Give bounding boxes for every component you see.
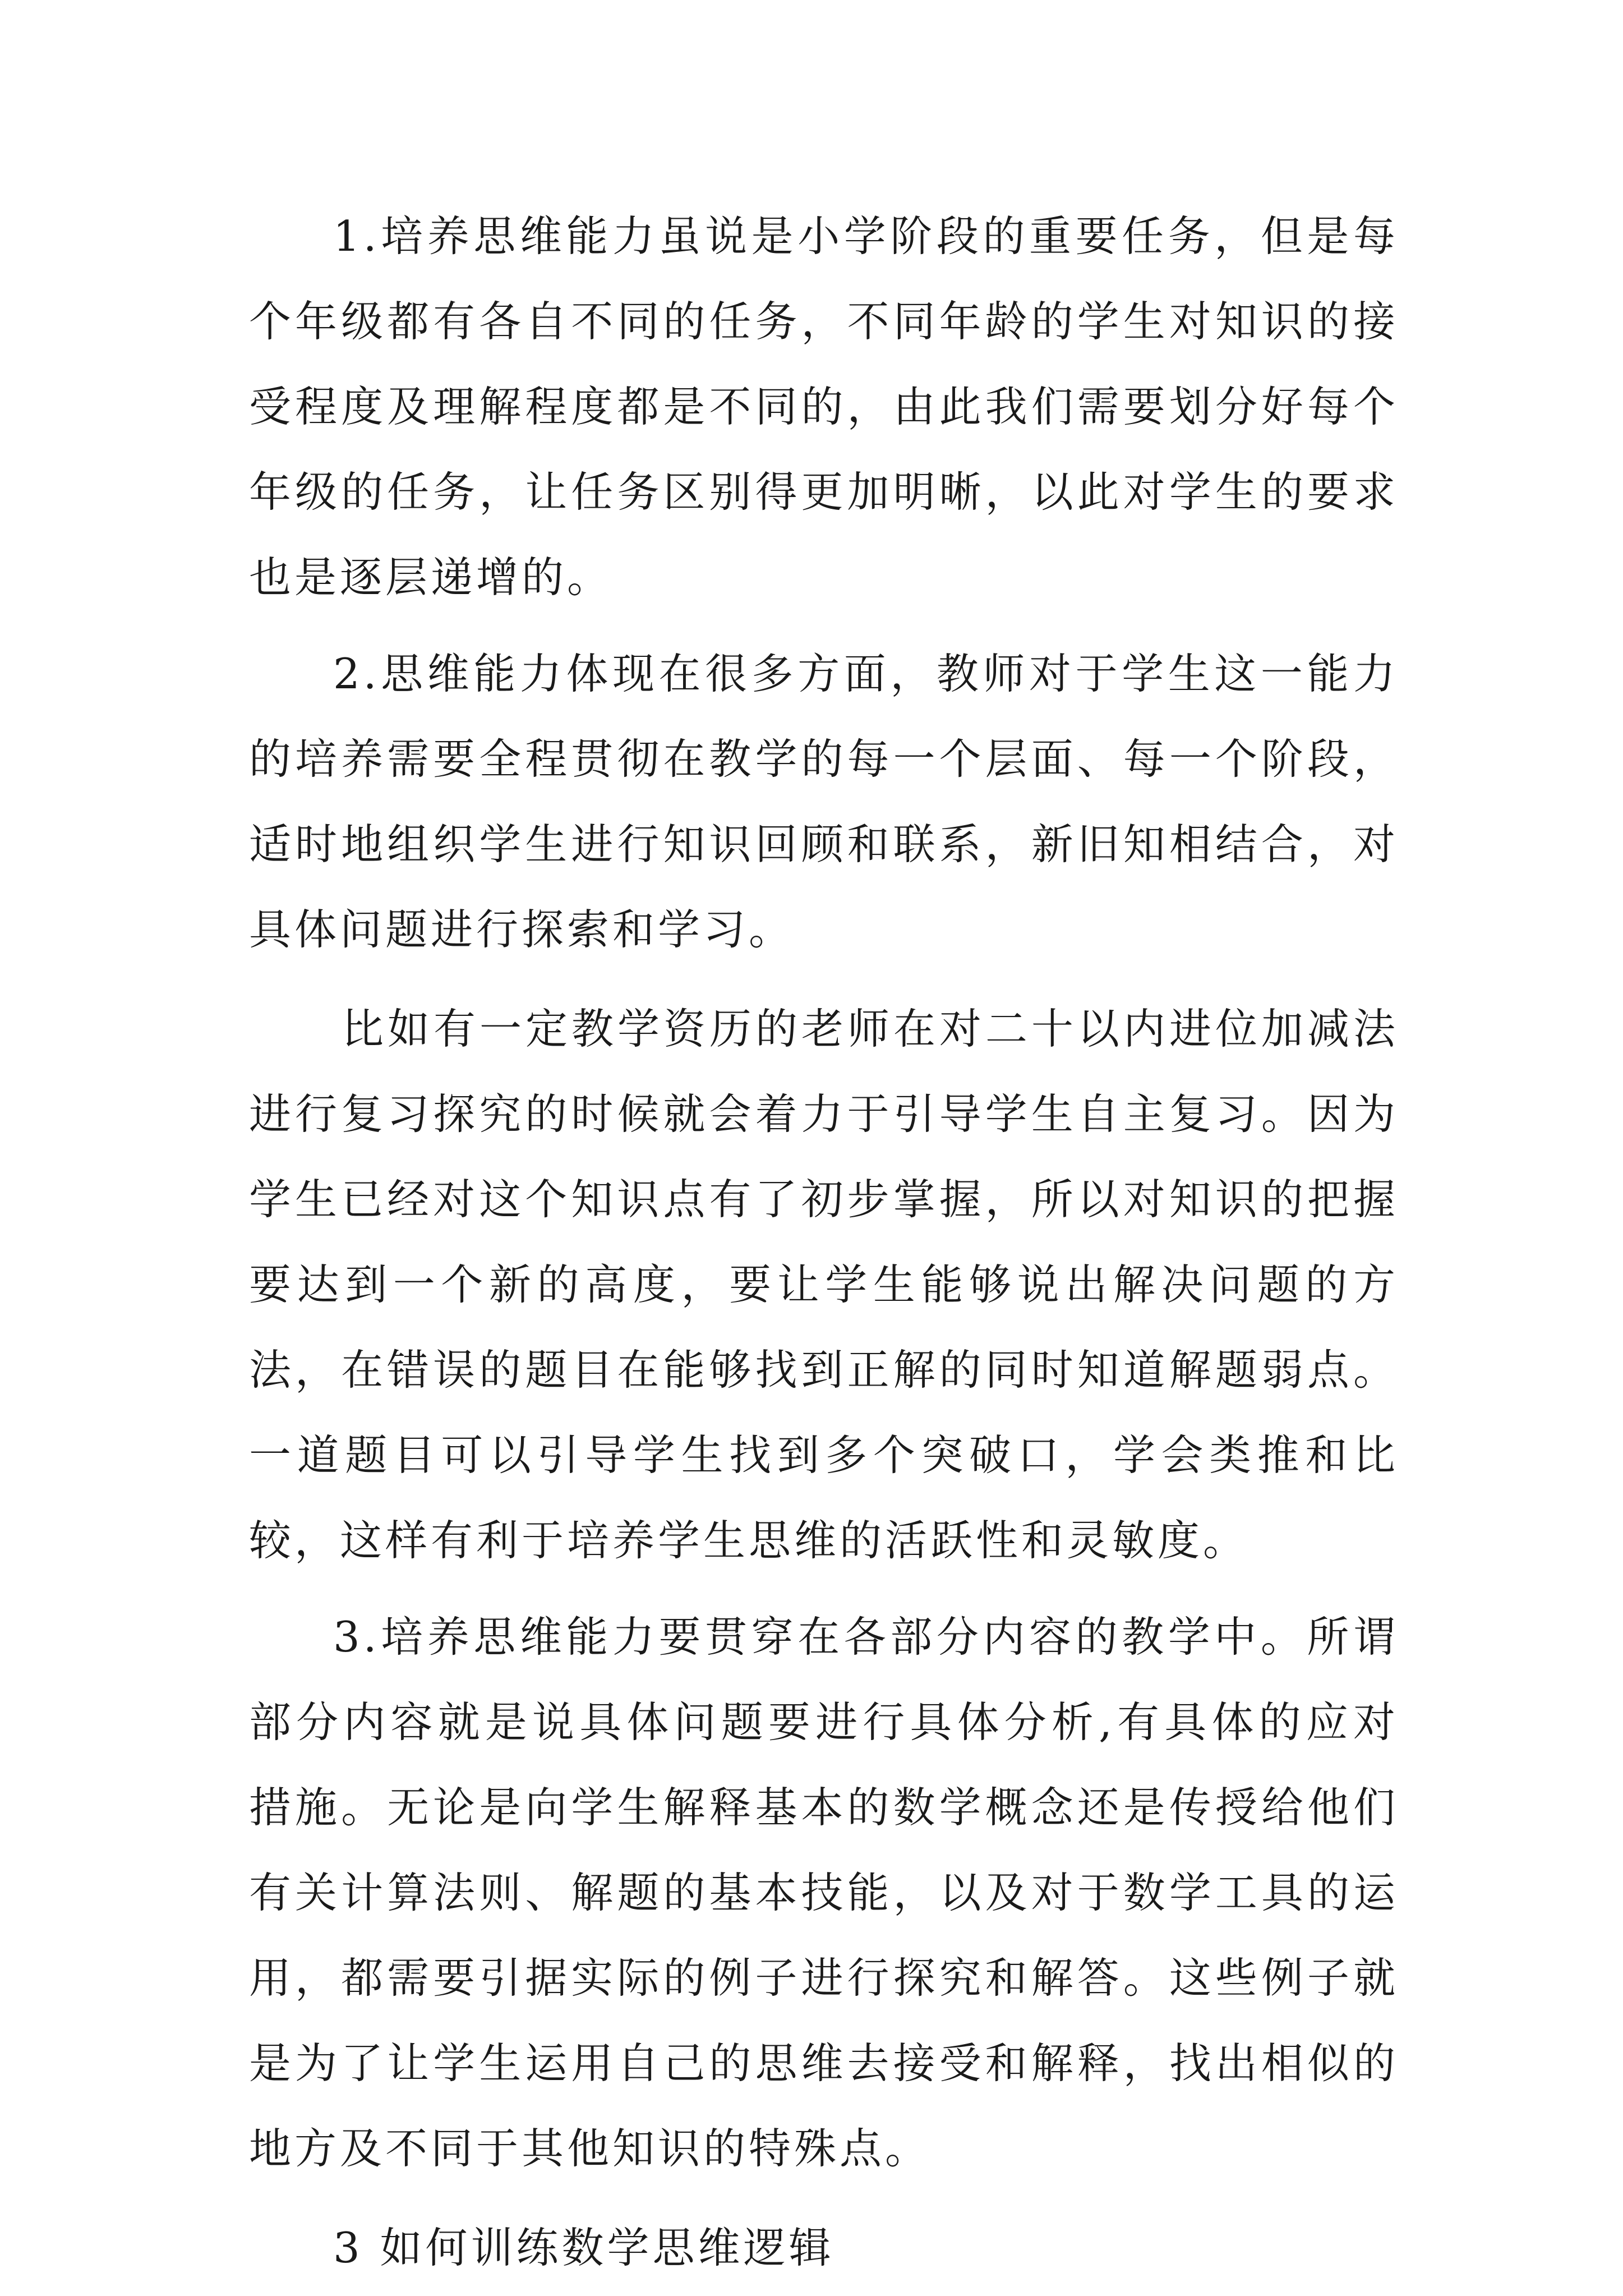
paragraph-example: 比如有一定教学资历的老师在对二十以内进位加减法进行复习探究的时候就会着力于引导学生自主复习。因为学生已经对这个知识点有了初步掌握，所以对知识的把握要达到一个新的高度，要让学生能够说出解决问题的方法，在错误的题目在能够找到正解的同时知道解题弱点。一道题目可以引导学生找到多个突破口，学会类推和比较，这样有利于培养学生思维的活跃性和灵敏度。 [249,1004,1399,1565]
paragraph-thinking-ability: 2.思维能力体现在很多方面，教师对于学生这一能力的培养需要全程贯彻在教学的每一个层面、每一个阶段，适时地组织学生进行知识回顾和联系，新旧知相结合，对具体问题进行探索和学习。 [249,649,1399,954]
document-body [249,194,1399,2290]
paragraph-grade-tasks: 1.培养思维能力虽说是小学阶段的重要任务，但是每个年级都有各自不同的任务，不同年龄的学生对知识的接受程度及理解程度都是不同的，由此我们需要划分好每个年级的任务，让任务区别得更加明晰，以此对学生的要求也是逐层递增的。 [249,211,1399,602]
paragraph-content-teaching: 3.培养思维能力要贯穿在各部分内容的教学中。所谓部分内容就是说具体问题要进行具体分析,有具体的应对措施。无论是向学生解释基本的数学概念还是传授给他们有关计算法则、解题的基本技能，以及对于数学工具的运用，都需要引据实际的例子进行探究和解答。这些例子就是为了让学生运用自己的思维去接受和解释，找出相似的地方及不同于其他知识的特殊点。 [249,1612,1399,2173]
section-heading: 3 如何训练数学思维逻辑 [333,2223,834,2272]
